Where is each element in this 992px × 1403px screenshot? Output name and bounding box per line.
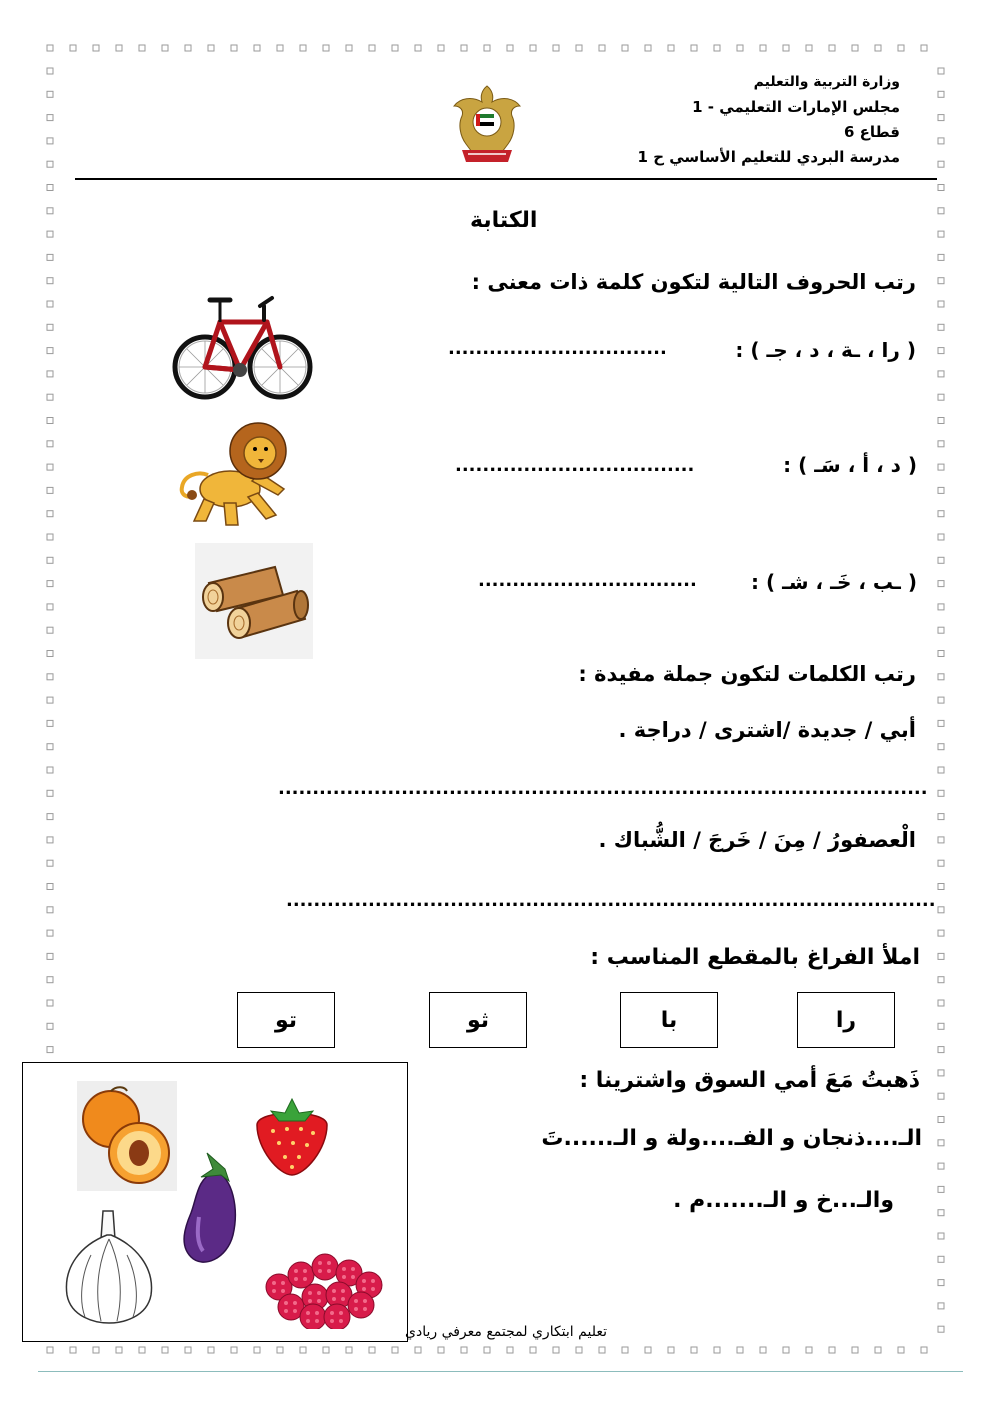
frame-dot	[507, 45, 513, 51]
raspberry-drupelet	[363, 1299, 367, 1303]
sentence-answer-line-1[interactable]: ...............................................................................................	[278, 778, 928, 799]
frame-dot	[938, 371, 944, 377]
frame-dot	[47, 1000, 53, 1006]
frame-dot	[852, 45, 858, 51]
frame-dot	[70, 1347, 76, 1353]
frame-dot	[530, 1347, 536, 1353]
frame-dot	[938, 115, 944, 121]
frame-dot	[47, 371, 53, 377]
raspberry-drupelet	[342, 1267, 346, 1271]
frame-dot	[921, 1347, 927, 1353]
frame-dot	[938, 744, 944, 750]
frame-dot	[737, 1347, 743, 1353]
wood-logs-icon	[195, 543, 313, 659]
raspberry-drupelet	[317, 1291, 321, 1295]
header-council: مجلس الإمارات التعليمي - 1	[692, 98, 900, 116]
strawberry-icon	[249, 1095, 335, 1179]
frame-dot	[691, 1347, 697, 1353]
frame-dot	[875, 1347, 881, 1353]
section1-instruction: رتب الحروف التالية لتكون كلمة ذات معنى :	[471, 270, 916, 294]
raspberry-drupelet	[362, 1287, 366, 1291]
frame-dot	[47, 744, 53, 750]
frame-dot	[70, 45, 76, 51]
frame-dot	[139, 1347, 145, 1353]
raspberry-drupelet	[363, 1307, 367, 1311]
raspberry-drupelet	[354, 1307, 358, 1311]
frame-dot	[938, 1117, 944, 1123]
raspberry	[324, 1304, 350, 1329]
raspberry-drupelet	[308, 1291, 312, 1295]
frame-dot	[938, 324, 944, 330]
frame-dot	[938, 1233, 944, 1239]
frame-dot	[938, 604, 944, 610]
frame-dot	[938, 674, 944, 680]
raspberry-drupelet	[281, 1281, 285, 1285]
frame-dot	[938, 697, 944, 703]
raspberry-drupelet	[362, 1279, 366, 1283]
frame-dot	[938, 1000, 944, 1006]
raspberry-drupelet	[339, 1319, 343, 1323]
frame-dot	[47, 161, 53, 167]
frame-dot	[938, 1140, 944, 1146]
raspberry-drupelet	[306, 1311, 310, 1315]
frame-dot	[254, 1347, 260, 1353]
bicycle-icon	[172, 290, 314, 408]
frame-dot	[938, 441, 944, 447]
frame-dot	[938, 651, 944, 657]
syllable-to: تو	[274, 1007, 298, 1033]
frame-dot	[714, 1347, 720, 1353]
frame-dot	[938, 138, 944, 144]
frame-dot	[438, 1347, 444, 1353]
sentence-words-1: أبي / جديدة /اشترى / دراجة .	[618, 718, 916, 742]
frame-dot	[415, 1347, 421, 1353]
frame-dot	[938, 814, 944, 820]
raspberry-drupelet	[371, 1287, 375, 1291]
frame-dot	[938, 231, 944, 237]
frame-dot	[938, 1186, 944, 1192]
raspberry-drupelet	[315, 1319, 319, 1323]
frame-dot	[938, 91, 944, 97]
raspberry-drupelet	[327, 1261, 331, 1265]
header-divider	[75, 178, 937, 180]
frame-dot	[938, 627, 944, 633]
frame-dot	[277, 1347, 283, 1353]
raspberry	[348, 1292, 374, 1318]
frame-dot	[346, 45, 352, 51]
raspberry-drupelet	[294, 1277, 298, 1281]
frame-dot	[622, 45, 628, 51]
frame-dot	[691, 45, 697, 51]
frame-dot	[938, 464, 944, 470]
frame-dot	[921, 45, 927, 51]
syllable-box-tho[interactable]	[429, 992, 527, 1048]
frame-dot	[438, 45, 444, 51]
frame-dot	[47, 487, 53, 493]
frame-dot	[938, 1093, 944, 1099]
eggplant-icon	[179, 1147, 245, 1269]
syllable-box-to[interactable]	[237, 992, 335, 1048]
frame-dot	[484, 45, 490, 51]
frame-dot	[47, 394, 53, 400]
frame-dot	[938, 534, 944, 540]
frame-dot	[783, 1347, 789, 1353]
frame-dot	[47, 418, 53, 424]
frame-dot	[47, 674, 53, 680]
raspberry-drupelet	[281, 1289, 285, 1293]
fill-line-1[interactable]: الـ....ذنجان و الفـ....ولة و الـ......تَ	[541, 1126, 922, 1151]
frame-dot	[93, 45, 99, 51]
frame-dot	[938, 161, 944, 167]
frame-dot	[484, 1347, 490, 1353]
frame-dot	[47, 930, 53, 936]
frame-dot	[47, 231, 53, 237]
frame-dot	[760, 1347, 766, 1353]
frame-dot	[938, 1280, 944, 1286]
frame-dot	[185, 45, 191, 51]
frame-dot	[938, 1210, 944, 1216]
produce-image-frame	[22, 1062, 408, 1342]
frame-dot	[47, 884, 53, 890]
answer-line-3[interactable]: ................................	[478, 570, 697, 591]
frame-dot	[938, 394, 944, 400]
frame-dot	[254, 45, 260, 51]
frame-dot	[938, 953, 944, 959]
raspberry-drupelet	[272, 1289, 276, 1293]
frame-dot	[47, 953, 53, 959]
frame-dot	[47, 581, 53, 587]
frame-dot	[47, 511, 53, 517]
lion-icon	[178, 415, 298, 533]
section3-instruction: املأ الفراغ بالمقطع المناسب :	[590, 945, 920, 970]
frame-dot	[47, 1023, 53, 1029]
raspberry-drupelet	[318, 1269, 322, 1273]
raspberry	[300, 1304, 326, 1329]
frame-dot	[47, 651, 53, 657]
frame-dot	[530, 45, 536, 51]
raspberry-drupelet	[341, 1297, 345, 1301]
frame-dot	[938, 790, 944, 796]
frame-dot	[139, 45, 145, 51]
syllable-ra: را	[835, 1007, 857, 1033]
sentence-words-2: الْعصفورُ / مِنَ / خَرجَ / الشُّباك .	[598, 828, 916, 852]
letters-item-1: ( را ، ـة ، د ، جـ ) :	[735, 338, 916, 362]
raspberry-drupelet	[354, 1299, 358, 1303]
frame-dot	[461, 45, 467, 51]
frame-dot	[875, 45, 881, 51]
frame-dot	[938, 301, 944, 307]
header-school: مدرسة البردي للتعليم الأساسي ح 1	[637, 148, 900, 166]
frame-dot	[116, 1347, 122, 1353]
frame-dot	[938, 977, 944, 983]
frame-dot	[47, 627, 53, 633]
raspberry-drupelet	[315, 1311, 319, 1315]
frame-dot	[645, 1347, 651, 1353]
frame-dot	[47, 91, 53, 97]
frame-dot	[668, 1347, 674, 1353]
frame-dot	[829, 1347, 835, 1353]
frame-dot	[47, 254, 53, 260]
frame-dot	[346, 1347, 352, 1353]
frame-dot	[47, 790, 53, 796]
frame-dot	[938, 254, 944, 260]
frame-dot	[599, 45, 605, 51]
frame-dot	[938, 511, 944, 517]
raspberry-drupelet	[284, 1301, 288, 1305]
bottom-divider	[38, 1371, 963, 1372]
raspberry-drupelet	[303, 1269, 307, 1273]
frame-dot	[47, 720, 53, 726]
frame-dot	[47, 464, 53, 470]
frame-dot	[806, 1347, 812, 1353]
frame-dot	[938, 581, 944, 587]
raspberry-drupelet	[293, 1301, 297, 1305]
frame-dot	[576, 1347, 582, 1353]
raspberry-drupelet	[341, 1289, 345, 1293]
frame-dot	[938, 185, 944, 191]
frame-dot	[938, 1256, 944, 1262]
frame-dot	[938, 1070, 944, 1076]
frame-dot	[938, 487, 944, 493]
frame-dot	[806, 45, 812, 51]
frame-dot	[47, 138, 53, 144]
frame-dot	[938, 278, 944, 284]
letters-item-2: ( د ، أ ، سَـ ) :	[783, 453, 917, 477]
garlic-icon	[61, 1205, 157, 1327]
raspberry	[288, 1262, 314, 1288]
letters-item-3: ( ـب ، خَـ ، شـ ) :	[751, 570, 917, 594]
frame-dot	[47, 557, 53, 563]
raspberries-icon	[259, 1237, 389, 1329]
raspberry-drupelet	[327, 1269, 331, 1273]
frame-dot	[47, 324, 53, 330]
header-sector: قطاع 6	[844, 123, 900, 141]
frame-dot	[300, 1347, 306, 1353]
raspberry-drupelet	[303, 1277, 307, 1281]
answer-line-1[interactable]: ................................	[448, 338, 667, 359]
frame-dot	[898, 1347, 904, 1353]
frame-dot	[392, 45, 398, 51]
frame-dot	[47, 534, 53, 540]
frame-dot	[47, 68, 53, 74]
syllable-box-ra[interactable]	[797, 992, 895, 1048]
raspberry-drupelet	[330, 1311, 334, 1315]
raspberry-drupelet	[294, 1269, 298, 1273]
frame-dot	[47, 860, 53, 866]
frame-dot	[553, 45, 559, 51]
footer-slogan: تعليم ابتكاري لمجتمع معرفي ريادي	[405, 1324, 607, 1340]
frame-dot	[760, 45, 766, 51]
raspberry-drupelet	[272, 1281, 276, 1285]
frame-dot	[300, 45, 306, 51]
frame-dot	[47, 208, 53, 214]
frame-dot	[898, 45, 904, 51]
raspberry-drupelet	[332, 1297, 336, 1301]
frame-dot	[622, 1347, 628, 1353]
frame-dot	[938, 1023, 944, 1029]
frame-dot	[829, 45, 835, 51]
peach-icon	[77, 1081, 177, 1191]
frame-dot	[47, 1047, 53, 1053]
frame-dot	[461, 1347, 467, 1353]
frame-dot	[938, 930, 944, 936]
frame-dot	[938, 1163, 944, 1169]
frame-dot	[938, 767, 944, 773]
frame-dot	[47, 977, 53, 983]
frame-dot	[47, 278, 53, 284]
frame-dot	[576, 45, 582, 51]
frame-dot	[645, 45, 651, 51]
frame-dot	[599, 1347, 605, 1353]
header-ministry: وزارة التربية والتعليم	[753, 74, 900, 90]
frame-dot	[323, 1347, 329, 1353]
frame-dot	[369, 1347, 375, 1353]
frame-dot	[208, 1347, 214, 1353]
raspberry-drupelet	[332, 1289, 336, 1293]
frame-dot	[938, 907, 944, 913]
frame-dot	[47, 837, 53, 843]
frame-dot	[231, 45, 237, 51]
frame-dot	[938, 348, 944, 354]
frame-dot	[852, 1347, 858, 1353]
frame-dot	[47, 697, 53, 703]
raspberry-drupelet	[306, 1319, 310, 1323]
page-title: الكتابة	[470, 208, 538, 233]
frame-dot	[47, 45, 53, 51]
answer-line-2[interactable]: ...................................	[455, 455, 695, 476]
section2-instruction: رتب الكلمات لتكون جملة مفيدة :	[578, 662, 916, 686]
frame-dot	[208, 45, 214, 51]
frame-dot	[783, 45, 789, 51]
header-text-block	[540, 70, 900, 170]
frame-dot	[737, 45, 743, 51]
frame-dot	[162, 1347, 168, 1353]
raspberry-drupelet	[351, 1267, 355, 1271]
raspberry	[312, 1254, 338, 1280]
sentence-answer-line-2[interactable]: ...............................................................................................	[286, 890, 936, 911]
frame-dot	[938, 837, 944, 843]
frame-dot	[231, 1347, 237, 1353]
frame-dot	[938, 418, 944, 424]
frame-dot	[47, 814, 53, 820]
uae-emblem-icon	[452, 80, 522, 168]
section3-intro: ذَهبتُ مَعَ أمي السوق واشترينا :	[579, 1068, 920, 1093]
raspberry-drupelet	[330, 1319, 334, 1323]
frame-dot	[47, 767, 53, 773]
frame-dot	[938, 1303, 944, 1309]
raspberry-drupelet	[318, 1261, 322, 1265]
frame-dot	[369, 45, 375, 51]
frame-dot	[116, 45, 122, 51]
frame-dot	[185, 1347, 191, 1353]
frame-dot	[553, 1347, 559, 1353]
frame-dot	[47, 907, 53, 913]
frame-dot	[47, 604, 53, 610]
frame-dot	[714, 45, 720, 51]
frame-dot	[47, 185, 53, 191]
frame-dot	[392, 1347, 398, 1353]
frame-dot	[162, 45, 168, 51]
frame-dot	[93, 1347, 99, 1353]
frame-dot	[938, 68, 944, 74]
frame-dot	[277, 45, 283, 51]
raspberry-drupelet	[317, 1299, 321, 1303]
frame-dot	[938, 1326, 944, 1332]
syllable-ba: با	[660, 1007, 678, 1033]
frame-dot	[47, 441, 53, 447]
frame-dot	[938, 720, 944, 726]
frame-dot	[47, 301, 53, 307]
frame-dot	[668, 45, 674, 51]
fill-line-2[interactable]: والـ...خ و الـ.......م .	[673, 1188, 894, 1213]
raspberry-drupelet	[371, 1279, 375, 1283]
frame-dot	[938, 860, 944, 866]
raspberry-drupelet	[293, 1309, 297, 1313]
frame-dot	[938, 884, 944, 890]
frame-dot	[938, 1047, 944, 1053]
frame-dot	[323, 45, 329, 51]
raspberry-drupelet	[284, 1309, 288, 1313]
frame-dot	[47, 348, 53, 354]
frame-dot	[938, 208, 944, 214]
frame-dot	[47, 1347, 53, 1353]
frame-dot	[507, 1347, 513, 1353]
syllable-tho: ثو	[466, 1007, 490, 1033]
raspberry-drupelet	[342, 1275, 346, 1279]
raspberry-drupelet	[339, 1311, 343, 1315]
syllable-box-ba[interactable]	[620, 992, 718, 1048]
frame-dot	[415, 45, 421, 51]
frame-dot	[938, 557, 944, 563]
raspberry-drupelet	[308, 1299, 312, 1303]
raspberry-drupelet	[351, 1275, 355, 1279]
frame-dot	[47, 115, 53, 121]
